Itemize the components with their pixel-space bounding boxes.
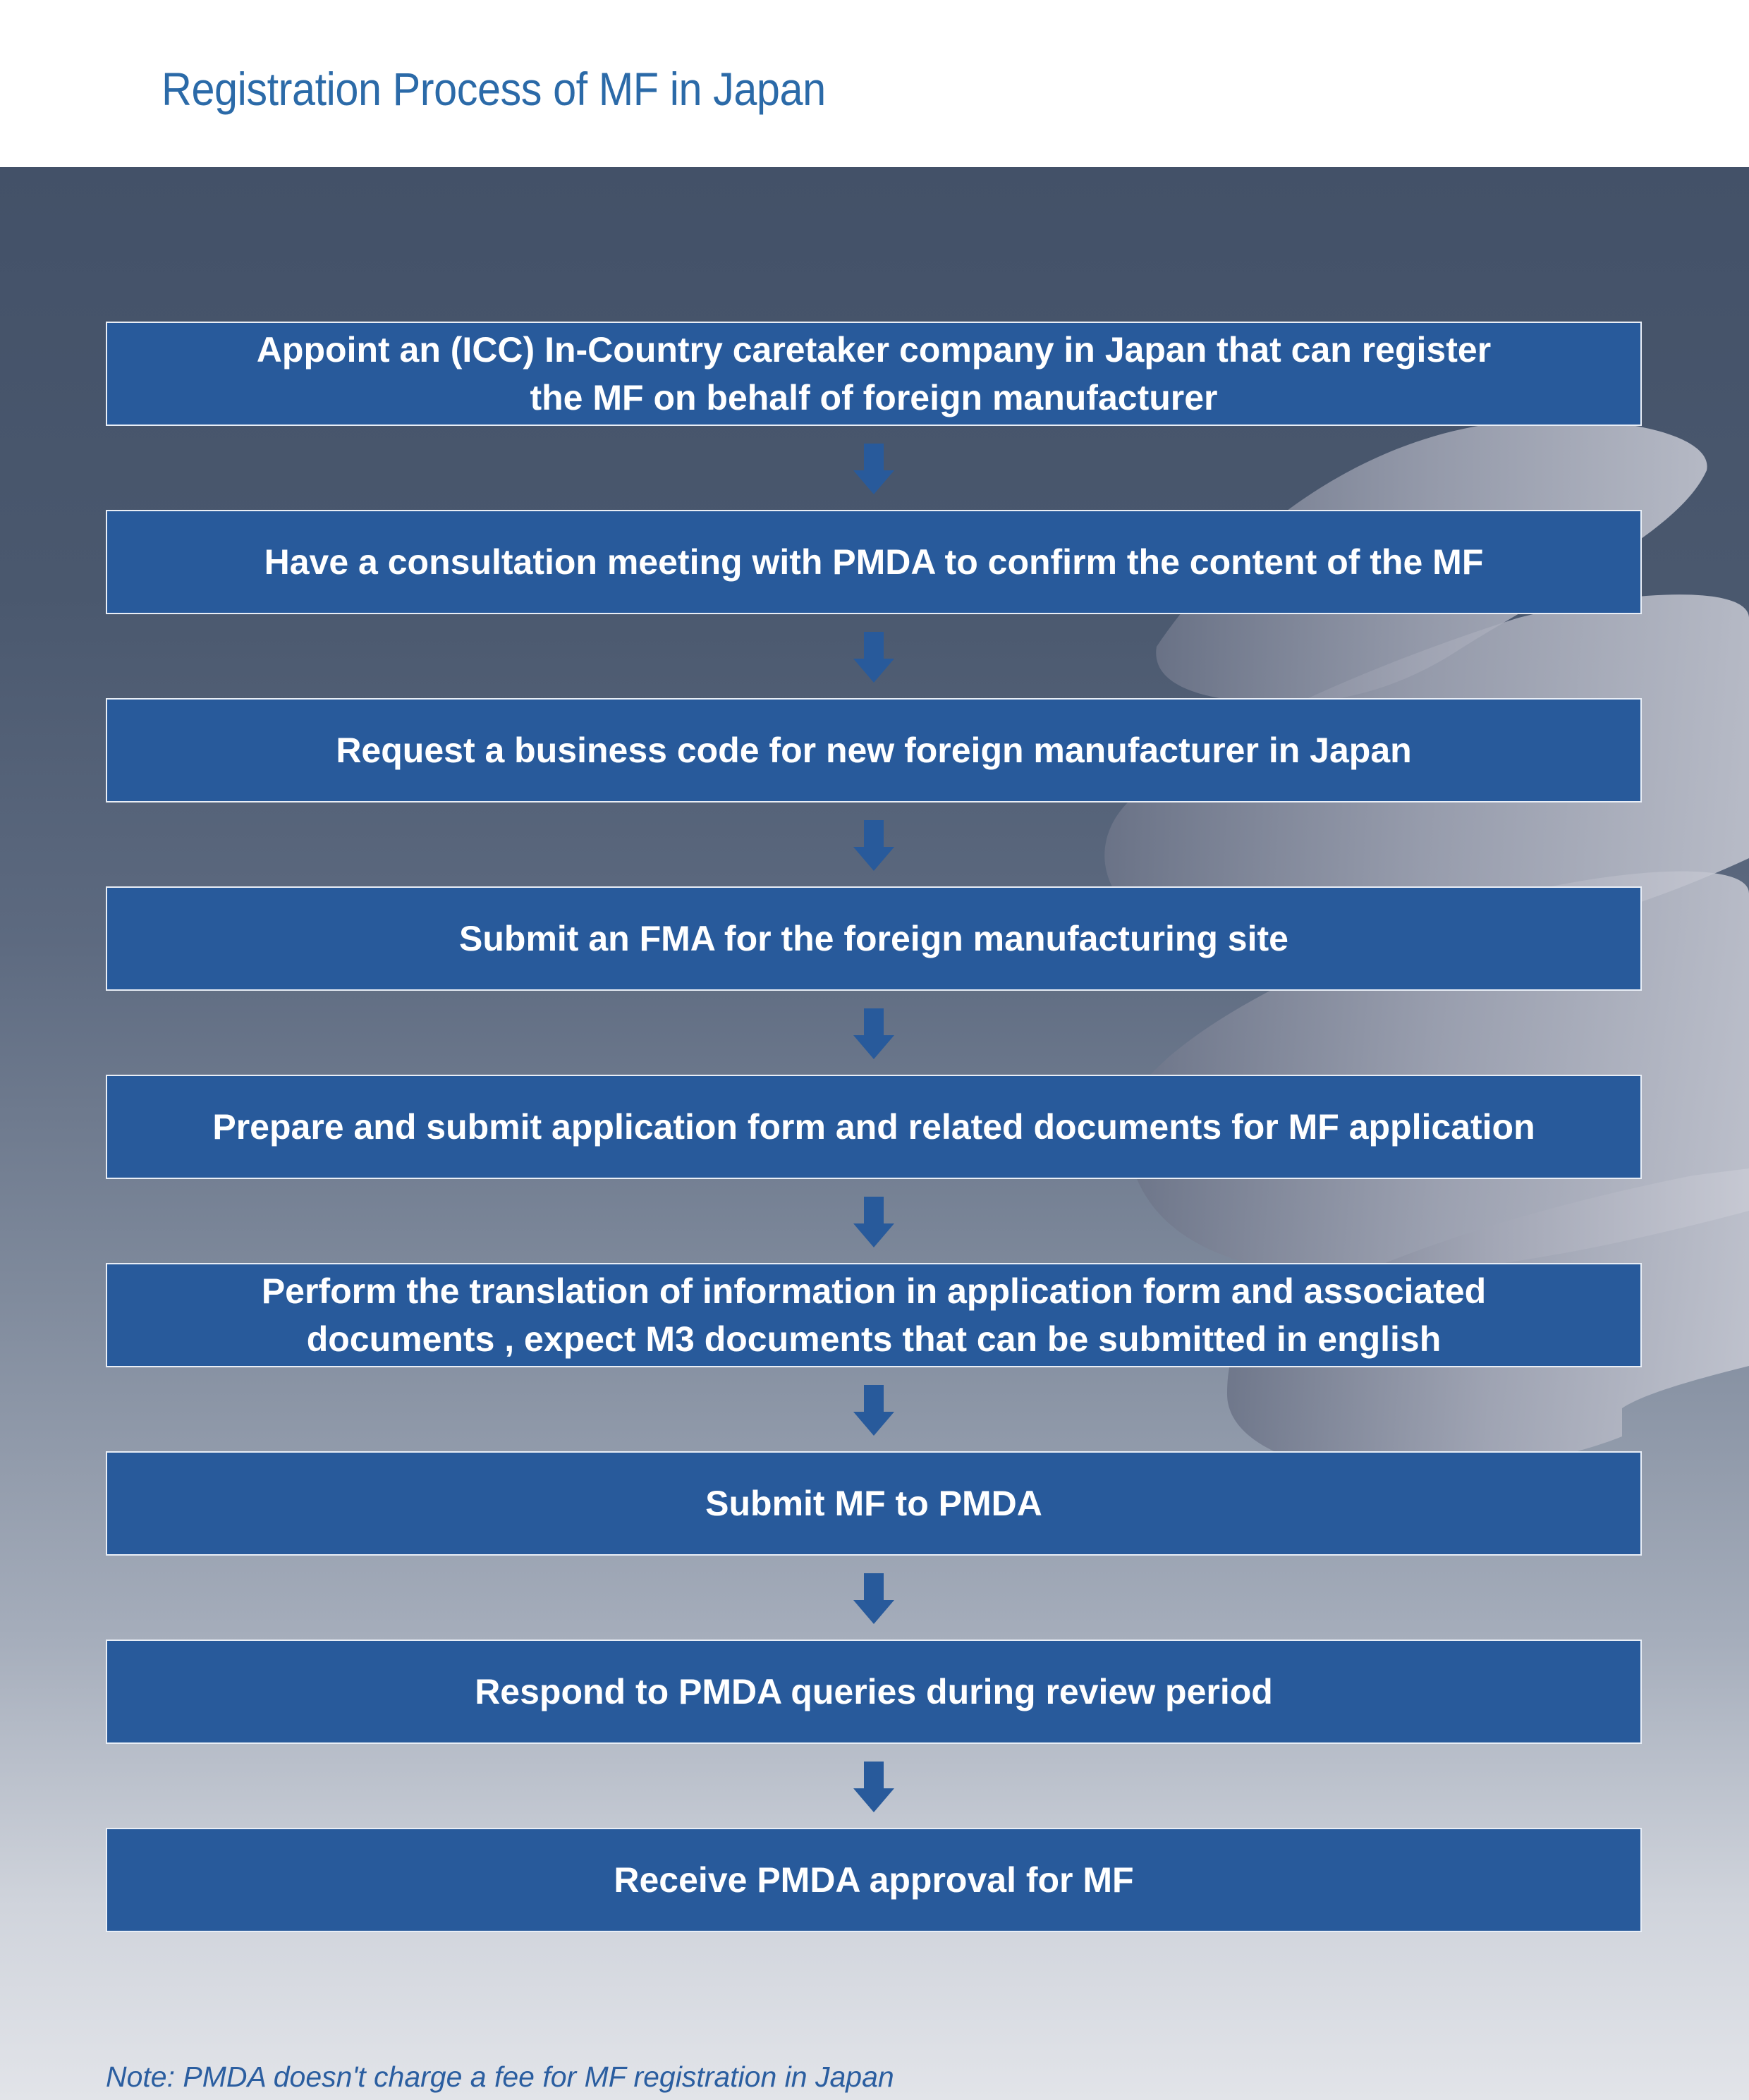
flow-step-7-line-1: Submit MF to PMDA [705, 1484, 1042, 1523]
flow-step-3 [106, 698, 1642, 802]
flow-step-9-line-1: Receive PMDA approval for MF [614, 1860, 1134, 1900]
flow-step-6-line-1: Perform the translation of information in application form and associated [261, 1271, 1487, 1311]
down-arrow-icon [853, 1008, 894, 1059]
down-arrow-icon [853, 1573, 894, 1624]
flow-step-3-line-1: Request a business code for new foreign manufacturer in Japan [336, 731, 1412, 770]
down-arrow-icon [853, 1762, 894, 1812]
flow-step-7 [106, 1451, 1642, 1556]
flow-step-1-line-2: the MF on behalf of foreign manufacturer [530, 378, 1218, 417]
down-arrow-icon [853, 444, 894, 494]
down-arrow-icon [853, 632, 894, 683]
flowchart-panel [0, 167, 1749, 2100]
flow-step-4-line-1: Submit an FMA for the foreign manufacturing site [459, 919, 1288, 958]
footnote: Note: PMDA doesn't charge a fee for MF registration in Japan [106, 2061, 894, 2093]
flow-step-9 [106, 1828, 1642, 1932]
flow-step-8 [106, 1640, 1642, 1744]
flow-step-6 [106, 1263, 1642, 1367]
flow-step-5 [106, 1075, 1642, 1179]
flow-step-4 [106, 886, 1642, 991]
flow-step-5-line-1: Prepare and submit application form and related documents for MF application [212, 1107, 1535, 1147]
flow-step-8-line-1: Respond to PMDA queries during review period [475, 1672, 1273, 1711]
down-arrow-icon [853, 820, 894, 871]
flow-step-2 [106, 510, 1642, 614]
flow-step-6-line-2: documents , expect M3 documents that can be submitted in english [306, 1319, 1442, 1359]
down-arrow-icon [853, 1197, 894, 1247]
page-title: Registration Process of MF in Japan [162, 63, 826, 115]
flow-step-1 [106, 322, 1642, 426]
down-arrow-icon [853, 1385, 894, 1436]
flow-step-1-line-1: Appoint an (ICC) In-Country caretaker company in Japan that can register [256, 330, 1492, 370]
flow-step-2-line-1: Have a consultation meeting with PMDA to confirm the content of the MF [264, 542, 1484, 582]
